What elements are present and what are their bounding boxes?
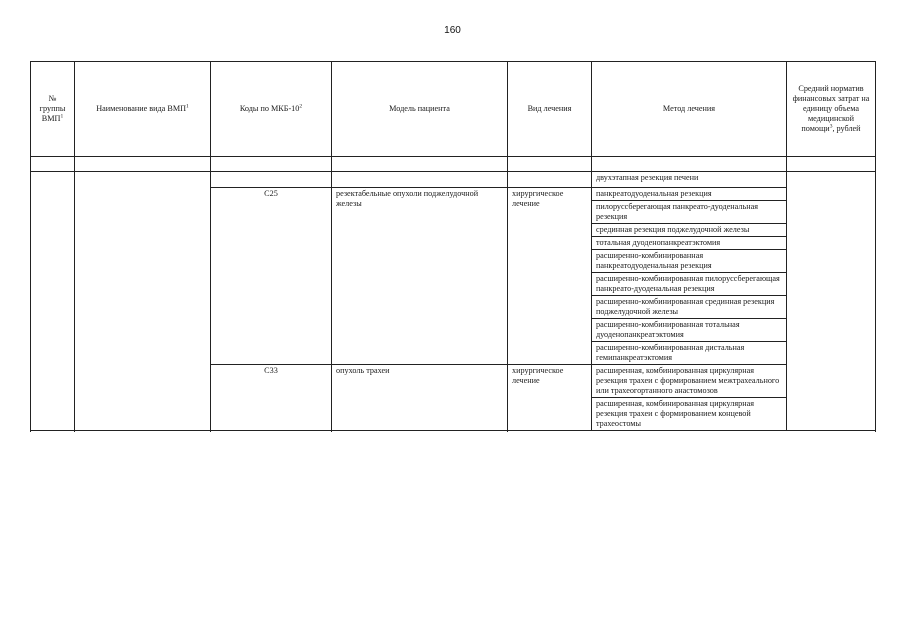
header-treatment-type: Вид лечения (508, 62, 592, 157)
method-cell: пилоруссберегающая панкреато-дуоденальная резекция (592, 201, 787, 224)
model-cell: опухоль трахеи (332, 365, 508, 431)
method-cell: расширенно-комбинированная дистальная гемипанкреатэктомия (592, 342, 787, 365)
method-cell: расширенно-комбинированная срединная резекция поджелудочной железы (592, 296, 787, 319)
header-vmp-name: Наименование вида ВМП$^1$ (75, 62, 211, 157)
code-cell: C25 (211, 188, 332, 365)
model-cell (332, 172, 508, 188)
code-cell (211, 172, 332, 188)
treatment-cell: хирургическое лечение (508, 365, 592, 431)
header-group-number: № группы ВМП$^1$ (31, 62, 75, 157)
header-cost-norm: Средний норматив финансовых затрат на единицу объема медицинской помощи$^3$, рублей (787, 62, 876, 157)
table-row (31, 172, 876, 188)
spacer-cell (787, 157, 876, 172)
method-cell: расширенно-комбинированная пилоруссберегающая панкреато-дуоденальная резекция (592, 273, 787, 296)
page-number: 160 (444, 25, 461, 36)
treatment-cell (508, 172, 592, 188)
method-cell: расширенно-комбинированная панкреатодуоденальная резекция (592, 250, 787, 273)
model-cell: резектабельные опухоли поджелудочной железы (332, 188, 508, 365)
spacer-cell (592, 157, 787, 172)
vmp-name-cell (75, 172, 211, 431)
treatment-cell: хирургическое лечение (508, 188, 592, 365)
cost-norm-cell (787, 172, 876, 431)
header-icd-codes: Коды по МКБ-$10^2$ (211, 62, 332, 157)
code-cell: C33 (211, 365, 332, 431)
group-number-cell (31, 172, 75, 431)
method-cell: тотальная дуоденопанкреатэктомия (592, 237, 787, 250)
method-cell: расширенная, комбинированная циркулярная резекция трахеи с формированием концевой трахеостомы (592, 398, 787, 431)
table-spacer-row (31, 157, 876, 172)
spacer-cell (75, 157, 211, 172)
spacer-cell (508, 157, 592, 172)
method-cell: двухэтапная резекция печени (592, 172, 787, 188)
spacer-cell (211, 157, 332, 172)
vmp-table (30, 61, 876, 431)
method-cell: расширенно-комбинированная тотальная дуоденопанкреатэктомия (592, 319, 787, 342)
table-header-row (31, 62, 876, 157)
header-treatment-method: Метод лечения (592, 62, 787, 157)
header-patient-model: Модель пациента (332, 62, 508, 157)
method-cell: панкреатодуоденальная резекция (592, 188, 787, 201)
spacer-cell (332, 157, 508, 172)
method-cell: срединная резекция поджелудочной железы (592, 224, 787, 237)
spacer-cell (31, 157, 75, 172)
method-cell: расширенная, комбинированная циркулярная резекция трахеи с формированием межтрахеального или трахеогортанного анастомозов (592, 365, 787, 398)
